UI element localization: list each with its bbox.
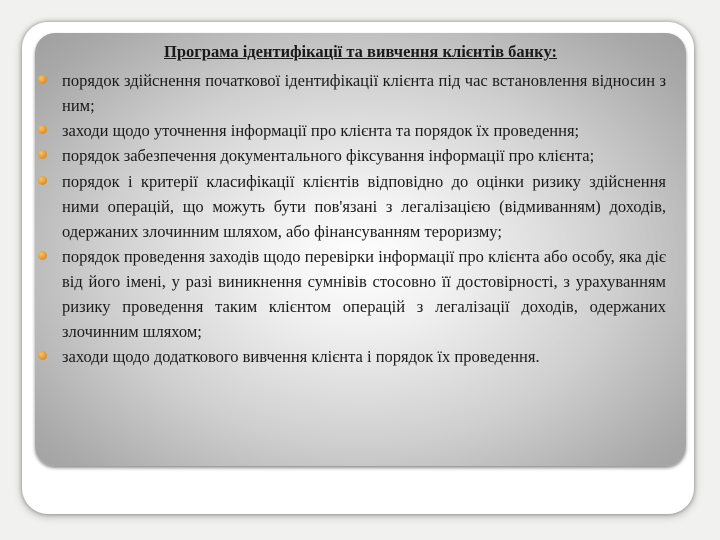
list-item	[62, 118, 666, 143]
list-item	[62, 344, 666, 369]
list-item	[62, 244, 666, 344]
orange-dot-icon	[38, 351, 47, 360]
list-item	[62, 169, 666, 244]
list-item-text: заходи щодо уточнення інформації про клієнта та порядок їх проведення;	[62, 121, 580, 141]
list-item-text: порядок забезпечення документального фіксування інформації про клієнта;	[62, 146, 595, 166]
orange-dot-icon	[38, 75, 47, 84]
slide-title: Програма ідентифікації та вивчення клієнтів банку:	[164, 42, 557, 61]
list-item	[62, 143, 666, 168]
list-item-text: порядок здійснення початкової ідентифікації клієнта під час встановлення відносин з ним;	[62, 71, 666, 115]
bullet-list	[62, 68, 666, 369]
orange-dot-icon	[38, 251, 47, 260]
list-item-text: порядок і критерії класифікації клієнтів відповідно до оцінки ризику здійснення ними операцій, що можуть бути пов'язані з легалізацією (відмиванням) доходів, одержаних злочинним шляхом, або фінансуванням тероризму;	[62, 171, 666, 241]
list-item	[62, 68, 666, 118]
orange-dot-icon	[38, 176, 47, 185]
list-item-text: заходи щодо додаткового вивчення клієнта і порядок їх проведення.	[62, 346, 540, 366]
list-item-text: порядок проведення заходів щодо перевірки інформації про клієнта або особу, яка діє від його імені, у разі виникнення сумнівів стосовно її достовірності, з урахуванням ризику проведення таким клієнтом операцій з легалізації доходів, одержаних злочинним шляхом;	[62, 246, 666, 341]
